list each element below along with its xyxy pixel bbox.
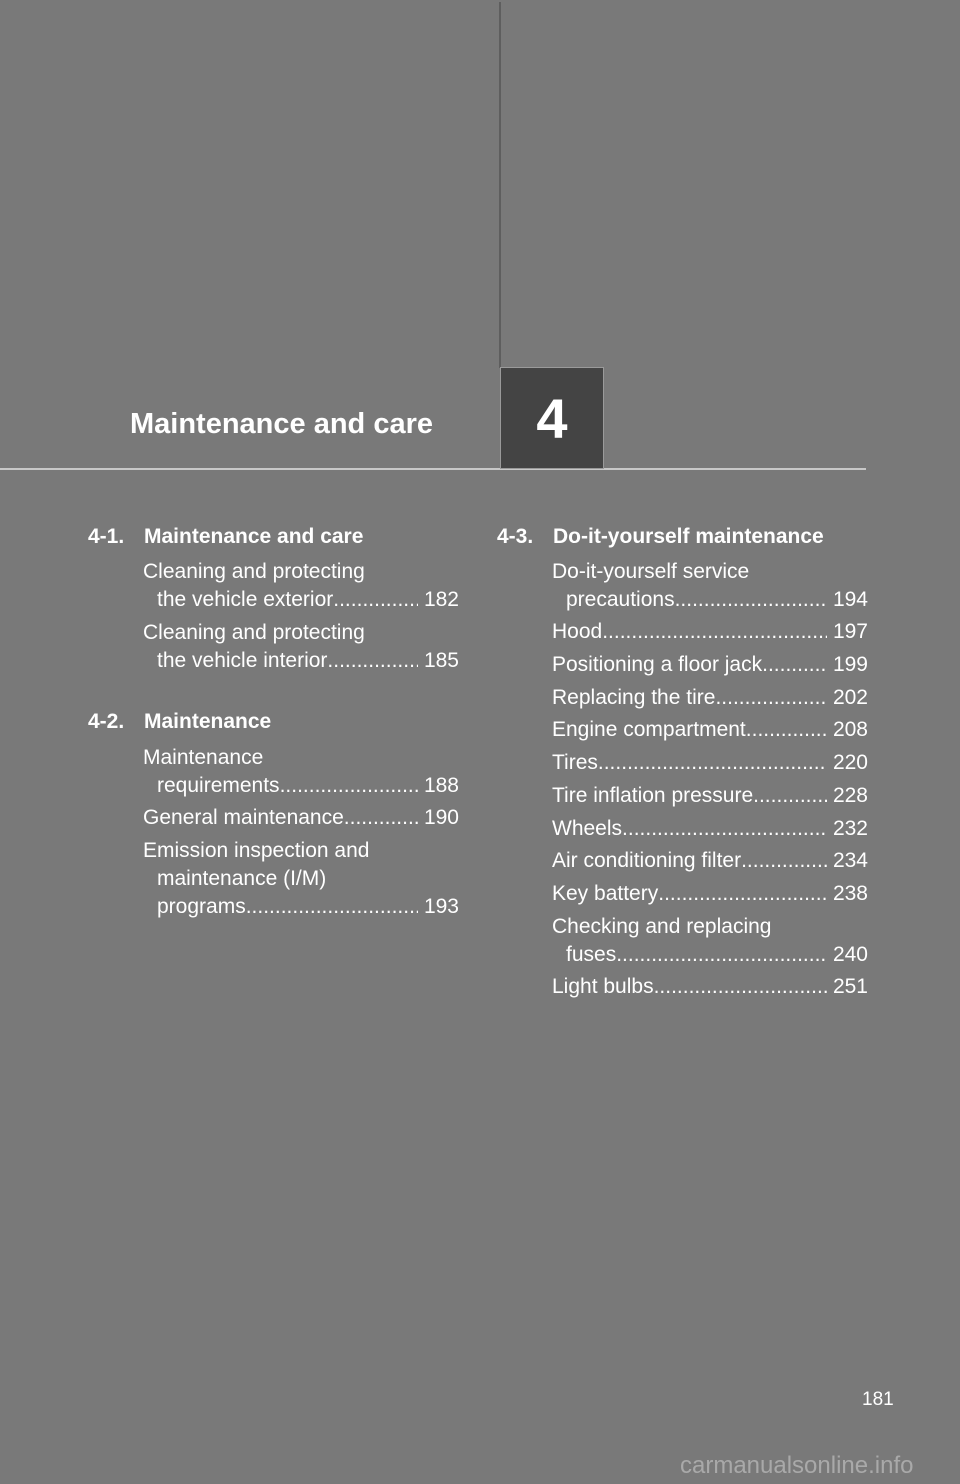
toc-entry[interactable] — [143, 744, 459, 800]
toc-entry[interactable] — [552, 815, 868, 843]
toc-entry-title: Cleaning and protecting — [143, 621, 365, 644]
toc-page-number: 220 — [832, 751, 868, 774]
section-title: Maintenance and care — [144, 525, 364, 548]
toc-entry[interactable] — [552, 913, 868, 969]
leader-dots — [598, 749, 827, 777]
section-number: 4-3. — [497, 525, 534, 548]
leader-dots — [616, 941, 827, 969]
leader-dots — [658, 880, 827, 908]
toc-page-number: 234 — [832, 849, 868, 872]
toc-entry-title-cont: the vehicle interior — [157, 649, 328, 672]
toc-entry-title: Replacing the tire — [552, 686, 716, 709]
toc-page-number: 228 — [832, 784, 868, 807]
toc-entry[interactable] — [552, 716, 868, 744]
leader-dots — [715, 684, 827, 712]
toc-page-number: 208 — [832, 718, 868, 741]
toc-entry[interactable] — [552, 847, 868, 875]
watermark: carmanualsonline.info — [680, 1452, 914, 1479]
toc-page-number: 188 — [423, 774, 459, 797]
toc-page-number: 232 — [832, 817, 868, 840]
toc-entry-title: Hood — [552, 620, 603, 643]
toc-page-number: 199 — [832, 653, 868, 676]
leader-dots — [654, 973, 827, 1001]
toc-entry[interactable] — [552, 973, 868, 1001]
leader-dots — [622, 815, 827, 843]
toc-entry-title: Engine compartment — [552, 718, 746, 741]
section-heading-4-1[interactable] — [88, 525, 363, 549]
toc-entry-title-cont: requirements — [157, 774, 280, 797]
divider-vertical — [499, 2, 501, 368]
toc-entry[interactable] — [143, 837, 459, 921]
toc-entry-title: Maintenance — [143, 746, 264, 769]
toc-entry[interactable] — [552, 558, 868, 614]
toc-entry-title: General maintenance — [143, 806, 344, 829]
toc-entry-title-cont: programs — [157, 895, 246, 918]
toc-entry[interactable] — [143, 558, 459, 614]
toc-page-number: 238 — [832, 882, 868, 905]
toc-page-number: 251 — [832, 975, 868, 998]
leader-dots — [741, 847, 827, 875]
divider-horizontal — [0, 468, 866, 470]
toc-entry[interactable] — [552, 749, 868, 777]
toc-entry-title: Checking and replacing — [552, 915, 772, 938]
toc-entry[interactable] — [143, 804, 459, 832]
toc-entry-title: Emission inspection and — [143, 839, 370, 862]
leader-dots — [280, 772, 418, 800]
toc-entry[interactable] — [552, 880, 868, 908]
toc-entry[interactable] — [552, 651, 868, 679]
toc-page-number: 182 — [423, 588, 459, 611]
chapter-number-tab — [500, 367, 604, 469]
toc-entry[interactable] — [552, 782, 868, 810]
chapter-number: 4 — [536, 386, 568, 450]
toc-page-number: 202 — [832, 686, 868, 709]
section-number: 4-1. — [88, 525, 125, 548]
toc-entry-title: Key battery — [552, 882, 659, 905]
toc-entry[interactable] — [552, 618, 868, 646]
toc-page-number: 190 — [423, 806, 459, 829]
leader-dots — [675, 586, 827, 614]
toc-entry-title: Do-it-yourself service — [552, 560, 750, 583]
section-title: Maintenance — [144, 710, 272, 733]
section-number: 4-2. — [88, 710, 125, 733]
toc-entry-title: Cleaning and protecting — [143, 560, 365, 583]
toc-entry-title: Wheels — [552, 817, 623, 840]
toc-page-number: 185 — [423, 649, 459, 672]
toc-entry-title-cont: precautions — [566, 588, 675, 611]
chapter-title: Maintenance and care — [130, 408, 433, 440]
toc-entry-title: Tires — [552, 751, 598, 774]
toc-entry-title: Tire inflation pressure — [552, 784, 754, 807]
leader-dots — [333, 586, 418, 614]
toc-entry-title-cont: maintenance (I/M) — [157, 867, 327, 890]
toc-entry-title: Positioning a floor jack — [552, 653, 763, 676]
toc-page-number: 193 — [423, 895, 459, 918]
toc-page-number: 194 — [832, 588, 868, 611]
leader-dots — [327, 647, 418, 675]
toc-entry-title: Light bulbs — [552, 975, 654, 998]
section-heading-4-2[interactable] — [88, 710, 271, 734]
toc-entry[interactable] — [143, 619, 459, 675]
leader-dots — [602, 618, 827, 646]
toc-entry-title-cont: the vehicle exterior — [157, 588, 334, 611]
section-title: Do-it-yourself maintenance — [553, 525, 824, 548]
page-number: 181 — [862, 1389, 894, 1410]
leader-dots — [753, 782, 827, 810]
section-heading-4-3[interactable] — [497, 525, 824, 549]
leader-dots — [344, 804, 418, 832]
toc-entry-title: Air conditioning filter — [552, 849, 742, 872]
toc-page-number: 240 — [832, 943, 868, 966]
leader-dots — [746, 716, 827, 744]
toc-entry[interactable] — [552, 684, 868, 712]
leader-dots — [762, 651, 827, 679]
toc-page-number: 197 — [832, 620, 868, 643]
leader-dots — [246, 893, 418, 921]
toc-entry-title-cont: fuses — [566, 943, 617, 966]
